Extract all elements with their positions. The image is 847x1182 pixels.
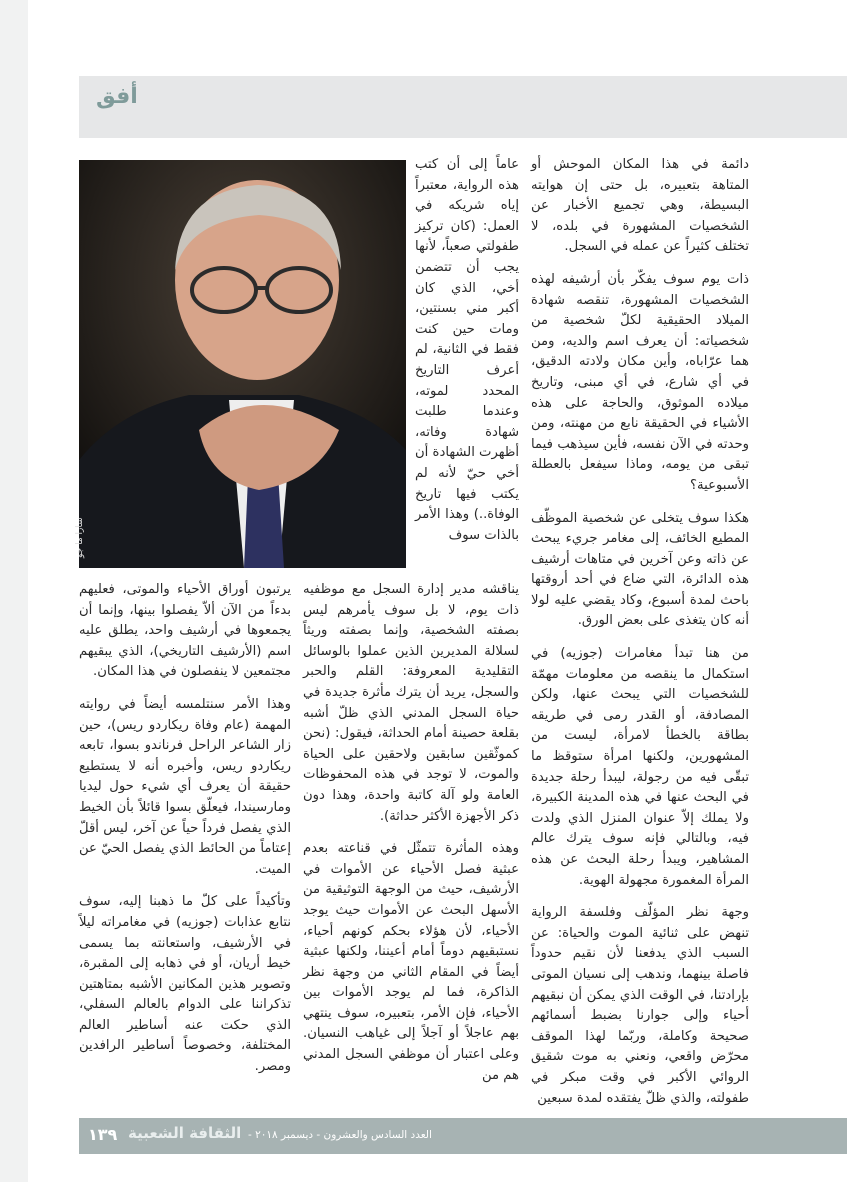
paragraph: عاماً إلى أن كتب هذه الرواية، معتبراً إياه شريكه في العمل: (كان تركيز طفولتي صعباً، لأنها يجب أن تتضمن أخي، الذي كان أكبر مني بسنتين، ومات حين كنت فقط في الثانية، لم أعرف التاريخ المحدد لموته، وعندما طلبت شهادة وفاته، أظهرت الشهادة أن أخي حيّ لأنه لم يكتب فيها تاريخ الوفاة..) وهذا الأمر بالذات سوف (415, 157, 519, 543)
photo-caption: سارا ما جو (75, 517, 85, 558)
left-margin-strip (0, 0, 28, 1182)
issue-info: العدد السادس والعشرون - ديسمبر ٢٠١٨ - (248, 1129, 432, 1141)
paragraph: وجهة نظر المؤلّف وفلسفة الرواية تنهض على ثنائية الموت والحياة: عن السبب الذي يدفعنا لأن نقيم حدوداً فاصلة بينهما، وندهب إلى نسيان الموتى بإرادتنا، في الوقت الذي يمكن أن نبقيهم أحياء وإلى جوارنا بضبط أسمائهم صحيحة وكاملة، وربّما لهذا الموقف محرّض واقعي، ونعني به موت شقيق الروائي الأكبر في وقت مبكر في طفولته، والذي ظلّ يفتقده لمدة سبعين (531, 905, 749, 1106)
paragraph: هكذا سوف يتخلى عن شخصية الموظّف المطيع الخائف، إلى مغامر جريء يبحث عن ذاته وعن آخرين في متاهات أرشيف هذه الدائرة، التي ضاع في أحد أروقتها باحث لمدة أسبوع، وكاد يقضي عليه لولا أنه كان يتغذى على بعض الورق. (531, 510, 749, 629)
paragraph: دائمة في هذا المكان الموحش أو المتاهة بتعبيره، بل حتى إن هوايته البسيطة، وهي تجميع الأخبار عن الشخصيات المشهورة في بلده، لا تختلف كثيراً عن عمله في السجل. (531, 157, 749, 255)
portrait-illustration (79, 160, 406, 568)
paragraph: يناقشه مدير إدارة السجل مع موظفيه ذات يوم، لا بل سوف يأمرهم ليس بصفته الشخصية، وإنما بصفته وريثاً لسلالة المديرين الذين عملوا بالوسائل التقليدية المعروفة: القلم والحبر والسجل، يريد أن يترك مأثرة جديدة في حياة السجل المدني الذي ظلّ أشبه بقلعة حصينة أمام الحداثة، فيقول: (نحن كموثّقين سابقين ولاحقين على الحياة والموت، لا توجد في هذه المحفوظات العامة ولو آلة كاتبة واحدة، وهذا دون ذكر الأجهزة الأكثر حداثة). (303, 582, 519, 824)
paragraph: ذات يوم سوف يفكّر بأن أرشيفه لهذه الشخصيات المشهورة، تنقصه شهادة الميلاد الحقيقية لكلّ شخصية من شخصياته: أن يعرف اسم والديه، ومن هما عرّاباه، وأين مكان ولادته الدقيق، في أي شارع، في أي مبنى، وتاريخ ميلاده الموثوق، والحاجة على هذه الأشياء في الحقيقة نابع من مهنته، ومن وحدته في الآن نفسه، فأين سيذهب فيما تبقى من يومه، وماذا سيفعل بالعطلة الأسبوعية؟ (531, 271, 749, 493)
paragraph: وهذا الأمر سنتلمسه أيضاً في روايته المهمة (عام وفاة ريكاردو ريس)، حين زار الشاعر الراحل فرناندو بسوا، تابعه ريكاردو ريس، وأخبره أنه لا يستطيع حقيقة أن يعرف أي شيء حول ليديا ومارسيندا، فيعلّق بسوا قائلاً بأن الخيط الذي يفصل فرداً حياً عن آخر، ليس أقلّ إعتاماً من الحائط الذي يفصل الحيّ عن الميت. (79, 696, 291, 877)
paragraph: وتأكيداً على كلّ ما ذهبنا إليه، سوف نتابع عذابات (جوزيه) في مغامراته ليلاً في الأرشيف، واستعانته بما يسمى خيط أريان، أو في ذهابه إلى المقبرة، وتصوير هذين المكانين الأشبه بمتاهتين تذكراننا على الدوام بالعالم السفلي، الذي حكت عنه أساطير العالم المختلفة، وخصوصاً أساطير الرافدين ومصر. (79, 894, 291, 1075)
page-number: ١٣٩ (88, 1125, 118, 1144)
paragraph: يرتبون أوراق الأحياء والموتى، فعليهم بدءاً من الآن ألاّ يفصلوا بينها، وإنما أن يجمعوها في أرشيف واحد، يطلق عليه اسم (الأرشيف التاريخي)، الذي يبقيهم مجتمعين لا ينفصلون في هذا المكان. (79, 582, 291, 680)
paragraph: وهذه المأثرة تتمثّل في قناعته بعدم عبثية فصل الأحياء عن الأموات في الأرشيف، حيث من الوجهة التوثيقية من الأسهل البحث عن الأموات حيث يوجد الأحياء، لأن هؤلاء بحكم كونهم أحياء، نستبقيهم دوماً أمام أعيننا، ولكنها عبثية أيضاً في المقام الثاني من وجهة نظر الذاكرة، فما لم يوجد الأموات بين الأحياء، فإن الأمر، بتعبيره، سوف ينتهي بهم عاجلاً أو آجلاً إلى غياهب النسيان. وعلى اعتبار أن موظفي السجل المدني هم من (303, 841, 519, 1083)
author-photo (75, 160, 406, 568)
column-right (531, 155, 749, 1121)
paragraph: من هنا تبدأ مغامرات (جوزيه) في استكمال ما ينقصه من معلومات مهمّة للشخصيات التي يبحث عنها، ولكن المصادفة، أو القدر رمى في طريقه بطاقة بالخطأ لامرأة، ليست من المشهورين، ولكنها امرأة ستوقظ ما تبقّى فيه من رجولة، ليبدأ رحلة جديدة في البحث عنها في هذه المدينة الكبيرة، ولا يملك إلاّ عنوان المنزل الذي ولدت فيه، وبالتالي فإنه سوف يترك عالم المشاهير، ويبدأ رحلة البحث عن هذه المرأة المغمورة مجهولة الهوية. (531, 646, 749, 888)
column-left (79, 580, 291, 1090)
section-title: أفق (96, 84, 138, 109)
magazine-logo: الثقافة الشعبية (128, 1124, 242, 1142)
column-middle-bottom (303, 580, 519, 1098)
header-band (79, 76, 847, 138)
column-middle-top (415, 155, 519, 558)
